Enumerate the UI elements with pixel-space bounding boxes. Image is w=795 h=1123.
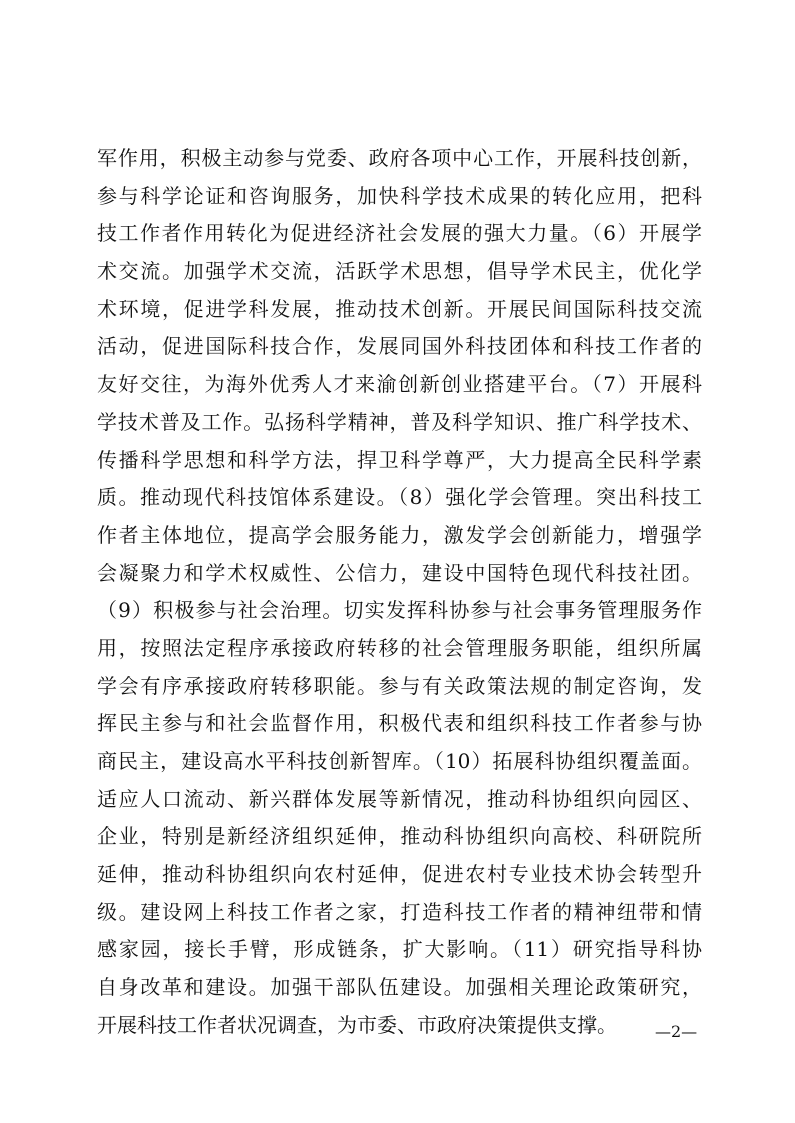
text-line: 学会有序承接政府转移职能。参与有关政策法规的制定咨询，发 <box>97 673 702 698</box>
text-line: 挥民主参与和社会监督作用，积极代表和组织科技工作者参与协 <box>97 711 702 736</box>
text-line: 质。推动现代科技馆体系建设。（8）强化学会管理。突出科技工 <box>97 485 702 510</box>
document-body <box>97 140 702 1045</box>
text-line: 会凝聚力和学术权威性、公信力，建设中国特色现代科技社团。 <box>97 560 702 585</box>
text-line: （9）积极参与社会治理。切实发挥科协参与社会事务管理服务作 <box>97 598 702 623</box>
text-line: 商民主，建设高水平科技创新智库。（10）拓展科协组织覆盖面。 <box>97 749 702 773</box>
text-line: 开展科技工作者状况调查，为市委、市政府决策提供支撑。 <box>97 1012 617 1037</box>
text-line: 用，按照法定程序承接政府转移的社会管理服务职能，组织所属 <box>97 635 702 660</box>
text-line: 级。建设网上科技工作者之家，打造科技工作者的精神纽带和情 <box>97 899 702 924</box>
text-line: 术交流。加强学术交流，活跃学术思想，倡导学术民主，优化学 <box>97 259 702 284</box>
text-line: 传播科学思想和科学方法，捍卫科学尊严，大力提高全民科学素 <box>97 447 702 472</box>
text-line: 术环境，促进学科发展，推动技术创新。开展民间国际科技交流 <box>97 296 702 321</box>
text-line: 参与科学论证和咨询服务，加快科学技术成果的转化应用，把科 <box>97 183 702 208</box>
text-line: 延伸，推动科协组织向农村延伸，促进农村专业技术协会转型升 <box>97 862 702 887</box>
text-line: 适应人口流动、新兴群体发展等新情况，推动科协组织向园区、 <box>97 786 702 811</box>
text-line: 自身改革和建设。加强干部队伍建设。加强相关理论政策研究， <box>97 975 702 1000</box>
text-line: 作者主体地位，提高学会服务能力，激发学会创新能力，增强学 <box>97 522 702 547</box>
text-line: 企业，特别是新经济组织延伸，推动科协组织向高校、科研院所 <box>97 824 702 849</box>
page-number: —2— <box>655 1022 698 1041</box>
text-line: 活动，促进国际科技合作，发展同国外科技团体和科技工作者的 <box>97 334 702 359</box>
text-line: 友好交往，为海外优秀人才来渝创新创业搭建平台。（7）开展科 <box>97 372 702 397</box>
text-line: 军作用，积极主动参与党委、政府各项中心工作，开展科技创新， <box>97 146 702 170</box>
text-line: 感家园，接长手臂，形成链条，扩大影响。（11）研究指导科协 <box>97 937 702 962</box>
text-line: 技工作者作用转化为促进经济社会发展的强大力量。（6）开展学 <box>97 221 702 246</box>
text-line: 学技术普及工作。弘扬科学精神，普及科学知识、推广科学技术、 <box>97 409 702 434</box>
